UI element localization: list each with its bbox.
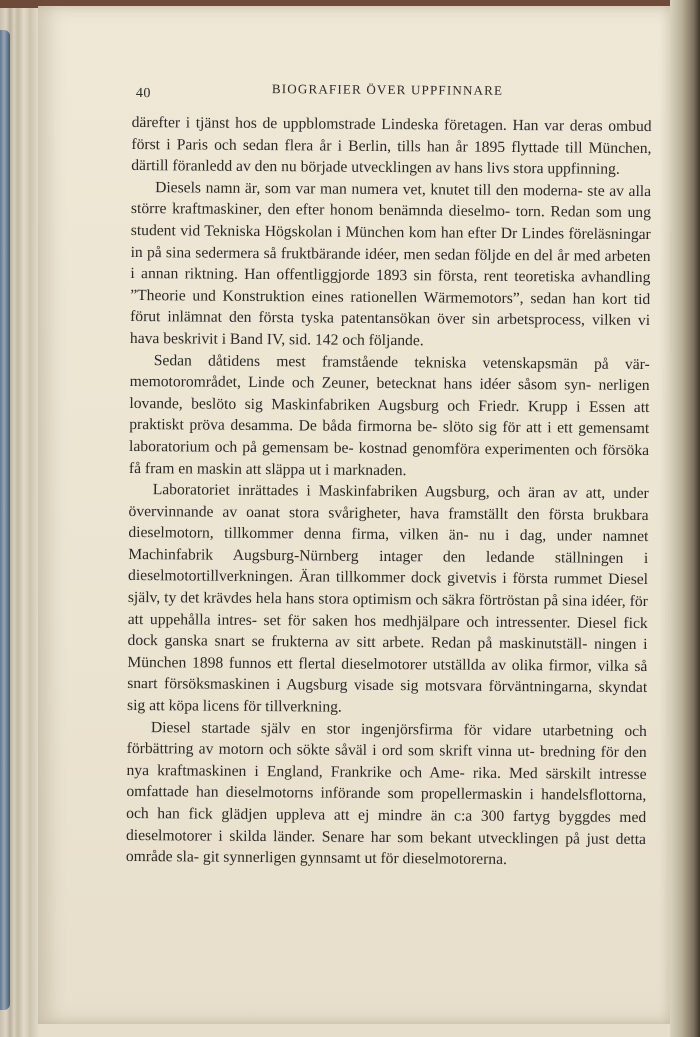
- paragraph-5: Diesel startade själv en stor ingenjörsfirma för vidare utarbetning och förbättring av motorn och sökte såväl i ord som skrift vinna ut- bredning för den nya kraftmaskinen i England, Frankrike och Ame- rika. Med särskilt intresse omfattade han dieselmotorns införande som propellermaskin i handelsflottorna, och han fick glädjen uppleva att ej mindre än c:a 300 fartyg byggdes med dieselmotorer i skilda länder. Senare har som bekant utvecklingen på just detta område sla- git synnerligen gynnsamt ut för dieselmotorerna.: [125, 718, 647, 869]
- paragraph-4: Laboratoriet inrättades i Maskinfabriken Augsburg, och äran av att, under övervinnande av oanat stora svårigheter, hava framställt den första brukbara dieselmotorn, tillkommer denna firma, vilken än- nu i dag, under namnet Machinfabrik Augsburg-Nürnberg intager den ledande ställningen i dieselmotortillverkningen. Äran tillkommer dock givetvis i första rummet Diesel själv, ty det krävdes hela hans stora optimism och säkra förtröstan på sina idéer, för att uppehålla intres- set för saken hos medhjälpare och intressenter. Diesel fick dock ganska snart se frukterna av sitt arbete. Redan på maskinutställ- ningen i München 1898 funnos ett flertal dieselmotorer utställda av olika firmor, vilka så snart försöksmaskinen i Augsburg visade sig motsvara förväntningarna, skyndat sig att köpa licens för tillverkning.: [126, 481, 649, 716]
- body-text: [126, 112, 652, 872]
- paragraph-1: därefter i tjänst hos de uppblomstrade Lindeska företagen. Han var deras ombud först i Paris och sedan flera år i Berlin, tills han år 1895 flyttade till München, därtill föranledd av den nu började utvecklingen av hans livs stora uppfinning.: [131, 113, 652, 179]
- page-number: 40: [135, 86, 151, 102]
- right-page-edge: [670, 0, 700, 1037]
- running-title: BIOGRAFIER ÖVER UPPFINNARE: [271, 81, 504, 98]
- left-binding-edge: [0, 30, 10, 1010]
- page-header: [132, 76, 652, 116]
- paragraph-2: Diesels namn är, som var man numera vet, knutet till den moderna- ste av alla större kraftmaskiner, den efter honom benämnda dieselmo- torn. Redan som ung student vid Tekniska Högskolan i München kom han efter Dr Lindes föreläsningar in på sina sedermera så fruktbärande idéer, men sedan följde en del år med arbeten i annan riktning. Han offentliggjorde 1893 sin första, rent teoretiska avhandling ”Theorie und Konstruktion eines rationellen Wärmemotors”, sedan han kort tid förut inlämnat den första tyska patentansökan över sin arbetsprocess, vilken vi hava beskrivit i Band IV, sid. 142 och följande.: [129, 178, 652, 350]
- page-content: [126, 76, 652, 872]
- paragraph-3: Sedan dåtidens mest framstående tekniska vetenskapsmän på vär- memotorområdet, Linde och Zeuner, betecknat hans idéer såsom syn- nerligen lovande, beslöto sig Maskinfabriken Augsburg och Friedr. Krupp i Essen att praktiskt pröva desamma. De båda firmorna be- slöto sig för att i ett gemensamt laboratorium och på gemensam be- kostnad genomföra experimenten och försöka få fram en maskin att släppa ut i marknaden.: [128, 351, 650, 479]
